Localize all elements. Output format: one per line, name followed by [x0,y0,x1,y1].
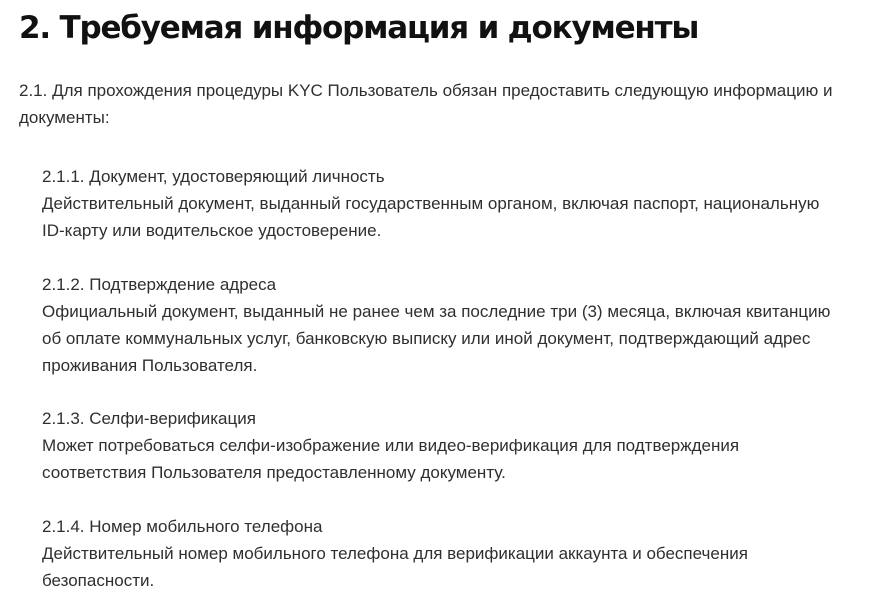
item-description: Действительный номер мобильного телефона для верификации аккаунта и обеспечения безопасности. [42,544,748,590]
item-description: Официальный документ, выданный не ранее чем за последние три (3) месяца, включая квитанцию об оплате коммунальных услуг, банковскую выписку или иной документ, подтверждающий адрес проживания Пользователя. [42,302,831,375]
item-description: Может потребоваться селфи-изображение или видео-верификация для подтверждения соответствия Пользователя предоставленному документу. [42,436,740,482]
document-item-selfie-verification [42,405,832,486]
section-heading: 2. Требуемая информация и документы [19,10,699,46]
intro-paragraph: 2.1. Для прохождения процедуры KYC Пользователь обязан предоставить следующую информацию и документы: [19,81,833,127]
item-title: 2.1.2. Подтверждение адреса [42,275,277,294]
item-title: 2.1.1. Документ, удостоверяющий личность [42,167,385,186]
item-title: 2.1.4. Номер мобильного телефона [42,517,323,536]
item-description: Действительный документ, выданный государственным органом, включая паспорт, национальную ID-карту или водительское удостоверение. [42,194,820,240]
document-item-mobile-number [42,513,832,594]
document-item-address-proof [42,271,832,379]
document-item-identity [42,163,832,244]
item-title: 2.1.3. Селфи-верификация [42,409,256,428]
